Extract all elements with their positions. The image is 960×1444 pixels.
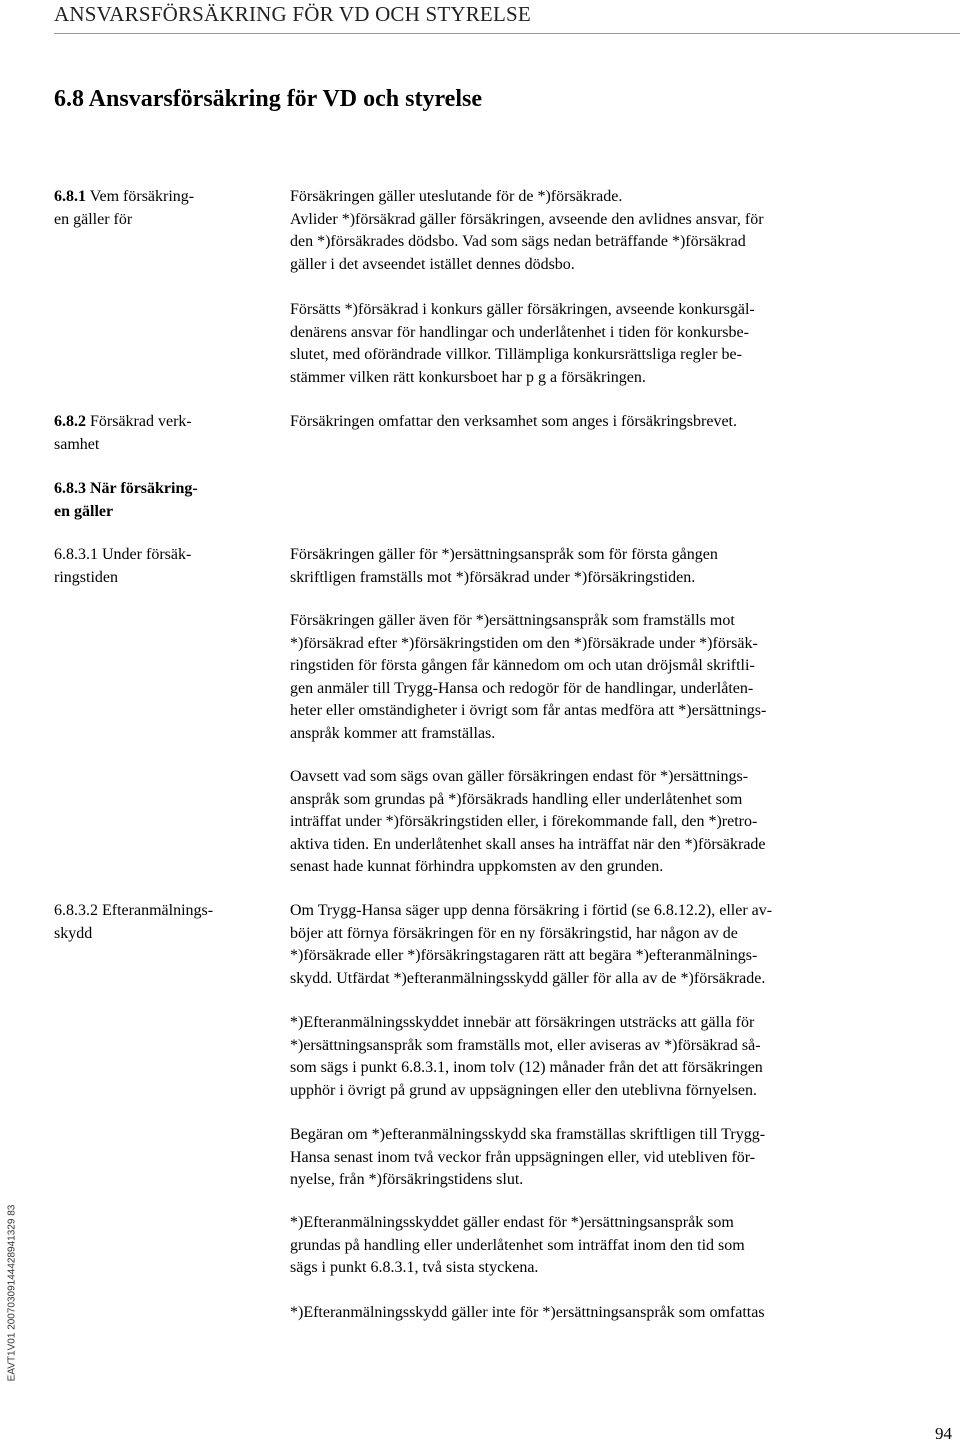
subsection-title-line: 6.8.3.2 Efteranmälnings- — [54, 902, 214, 919]
text-line: sägs i punkt 6.8.3.1, två sista styckena. — [290, 1259, 539, 1276]
subsection-heading-6-8-3-2 — [54, 900, 274, 945]
text-line: *)försäkrad efter *)försäkringstiden om den *)försäkrade under *)försäk- — [290, 634, 758, 652]
subsection-title-line: 6.8.3.1 Under försäk- — [54, 546, 192, 563]
paragraph — [290, 411, 890, 434]
text-line: *)försäkrade eller *)försäkringstagaren rätt att begära *)efteranmälnings- — [290, 947, 758, 964]
subsection-title-line: en gäller för — [54, 210, 133, 228]
text-line: grundas på handling eller underlåtenhet som inträffat inom den tid som — [290, 1236, 745, 1254]
text-line: som sägs i punkt 6.8.3.1, inom tolv (12) månader från det att försäkringen — [290, 1059, 763, 1076]
text-line: gen anmäler till Trygg-Hansa och redogör för de handlingar, underlåten- — [290, 679, 754, 697]
text-line: anspråk som grundas på *)försäkrads handling eller underlåtenhet som — [290, 790, 743, 808]
text-line: slutet, med oförändrade villkor. Tillämpliga konkursrättsliga regler be- — [290, 346, 742, 363]
section-title: 6.8 Ansvarsförsäkring för VD och styrelse — [54, 86, 482, 112]
text-line: anspråk kommer att framställas. — [290, 724, 496, 742]
text-line: skydd. Utfärdat *)efteranmälningsskydd gäller för alla av de *)försäkrade. — [290, 969, 766, 987]
paragraph — [290, 299, 890, 389]
subsection-number: 6.8.2 — [54, 413, 86, 430]
text-line: stämmer vilken rätt konkursboet har p g a försäkringen. — [290, 368, 646, 386]
paragraph — [290, 900, 890, 990]
subsection-title-line: Försäkrad verk- — [86, 413, 192, 430]
text-line: Oavsett vad som sägs ovan gäller försäkringen endast för *)ersättnings- — [290, 768, 749, 785]
paragraph — [290, 1012, 890, 1102]
text-line: ringstiden för första gången får kännedom om och utan dröjsmål skriftli- — [290, 657, 755, 674]
paragraph — [290, 1124, 890, 1192]
text-line: denärens ansvar för handlingar och underlåtenhet i tiden för konkursbe- — [290, 323, 749, 341]
text-line: nyelse, från *)försäkringstidens slut. — [290, 1171, 524, 1188]
subsection-title-line: en gäller — [54, 502, 114, 520]
paragraph — [290, 1302, 890, 1325]
paragraph — [290, 1212, 890, 1280]
document-code-stamp — [2, 1195, 22, 1391]
subsection-title-line: ringstiden — [54, 568, 118, 586]
text-line: skriftligen framställs mot *)försäkrad under *)försäkringstiden. — [290, 568, 696, 586]
subsection-title-line: skydd — [54, 924, 93, 942]
text-line: Om Trygg-Hansa säger upp denna försäkring i förtid (se 6.8.12.2), eller av- — [290, 902, 773, 919]
text-line: *)Efteranmälningsskyddet gäller endast för *)ersättningsanspråk som — [290, 1214, 734, 1231]
paragraph — [290, 186, 890, 276]
text-line: Försäkringen gäller uteslutande för de *)försäkrade. — [290, 188, 623, 205]
subsection-heading-6-8-3-1 — [54, 544, 274, 589]
text-line: Försäkringen omfattar den verksamhet som anges i försäkringsbrevet. — [290, 413, 737, 430]
header-divider — [54, 33, 960, 34]
subsection-heading-6-8-3 — [54, 478, 274, 523]
text-line: böjer att förnya försäkringen för en ny försäkringstid, har någon av de — [290, 924, 738, 942]
text-line: inträffat under *)försäkringstiden eller, i förekommande fall, den *)retro- — [290, 813, 758, 830]
text-line: *)Efteranmälningsskyddet innebär att försäkringen utsträcks att gälla för — [290, 1014, 755, 1031]
text-line: gäller i det avseendet istället dennes dödsbo. — [290, 255, 575, 273]
text-line: Hansa senast inom två veckor från uppsägningen eller, vid utebliven för- — [290, 1148, 756, 1166]
text-line: Försätts *)försäkrad i konkurs gäller försäkringen, avseende konkursgäl- — [290, 301, 755, 318]
text-line: *)ersättningsanspråk som framställs mot, eller aviseras av *)försäkrad så- — [290, 1036, 761, 1054]
page-number: 94 — [935, 1424, 952, 1443]
text-line: den *)försäkrades dödsbo. Vad som sägs nedan beträffande *)försäkrad — [290, 233, 746, 250]
text-line: Försäkringen gäller även för *)ersättningsanspråk som framställs mot — [290, 612, 735, 629]
paragraph — [290, 766, 890, 879]
subsection-heading-6-8-1 — [54, 186, 274, 231]
text-line: *)Efteranmälningsskydd gäller inte för *)ersättningsanspråk som omfattas — [290, 1304, 765, 1321]
subsection-title-line: 6.8.3 När försäkring- — [54, 480, 198, 497]
text-line: Avlider *)försäkrad gäller försäkringen, avseende den avlidnes ansvar, för — [290, 210, 764, 228]
text-line: senast hade kunnat förhindra uppkomsten av den grunden. — [290, 858, 664, 875]
paragraph — [290, 610, 890, 745]
paragraph — [290, 544, 890, 589]
document-code: EAVT1V01 20070309144428941329 83 — [6, 1204, 18, 1382]
text-line: upphör i övrigt på grund av uppsägningen eller den uteblivna förnyelsen. — [290, 1081, 757, 1099]
text-line: aktiva tiden. En underlåtenhet skall anses ha inträffat när den *)försäkrade — [290, 835, 766, 853]
subsection-title-line: samhet — [54, 435, 100, 453]
subsection-number: 6.8.1 — [54, 188, 86, 205]
subsection-heading-6-8-2 — [54, 411, 274, 456]
subsection-title-line: Vem försäkring- — [86, 188, 195, 205]
text-line: heter eller omständigheter i övrigt som får antas medföra att *)ersättnings- — [290, 702, 767, 719]
text-line: Begäran om *)efteranmälningsskydd ska framställas skriftligen till Trygg- — [290, 1126, 766, 1143]
text-line: Försäkringen gäller för *)ersättningsanspråk som för första gången — [290, 546, 718, 563]
running-header: ANSVARSFÖRSÄKRING FÖR VD OCH STYRELSE — [54, 2, 531, 26]
